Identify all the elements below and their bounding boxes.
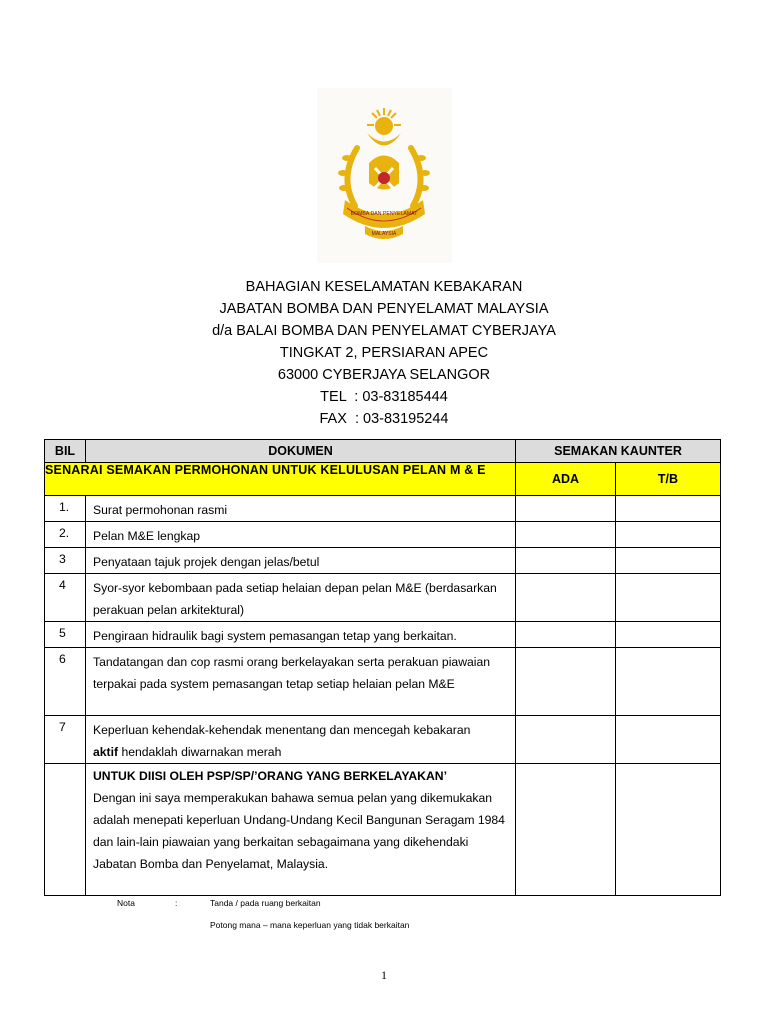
column-header-dokumen: DOKUMEN bbox=[86, 440, 516, 463]
header-line-postcode: 63000 CYBERJAYA SELANGOR bbox=[277, 367, 491, 383]
row-text: Syor-syor kebombaan pada setiap helaian depan pelan M&E (berdasarkan perakuan pelan arkitektural) bbox=[86, 574, 516, 622]
row-text-before: Keperluan kehendak-kehendak menentang dan mencegah kebakaran bbox=[93, 723, 471, 737]
table-row bbox=[45, 496, 721, 522]
checkbox-ada[interactable] bbox=[516, 622, 616, 648]
logo bbox=[317, 88, 452, 263]
checkbox-ada[interactable] bbox=[516, 548, 616, 574]
checkbox-ada[interactable] bbox=[516, 648, 616, 716]
checkbox-tb[interactable] bbox=[616, 548, 721, 574]
declaration-tb[interactable] bbox=[616, 764, 721, 896]
table-row bbox=[45, 648, 721, 716]
row-text: Penyataan tajuk projek dengan jelas/betul bbox=[86, 548, 516, 574]
header-line-tel: TEL : 03-83185444 bbox=[320, 389, 448, 405]
column-header-semakan: SEMAKAN KAUNTER bbox=[516, 440, 721, 463]
row-text: Pelan M&E lengkap bbox=[86, 522, 516, 548]
declaration-cell bbox=[86, 764, 516, 896]
table-row bbox=[45, 716, 721, 764]
table-row bbox=[45, 574, 721, 622]
column-header-tb: T/B bbox=[616, 463, 721, 496]
table-row bbox=[45, 548, 721, 574]
row-bil: 2. bbox=[45, 522, 86, 548]
nota-label: Nota bbox=[117, 898, 135, 908]
checkbox-ada[interactable] bbox=[516, 496, 616, 522]
row-bil: 1. bbox=[45, 496, 86, 522]
section-row bbox=[45, 463, 721, 496]
page-number: 1 bbox=[381, 968, 387, 982]
table-row bbox=[45, 522, 721, 548]
header-line-station: d/a BALAI BOMBA DAN PENYELAMAT CYBERJAYA bbox=[212, 323, 556, 339]
checkbox-tb[interactable] bbox=[616, 648, 721, 716]
checklist-table bbox=[44, 439, 721, 896]
column-header-ada: ADA bbox=[516, 463, 616, 496]
row-bil: 7 bbox=[45, 716, 86, 764]
checkbox-ada[interactable] bbox=[516, 716, 616, 764]
header-line-agency: JABATAN BOMBA DAN PENYELAMAT MALAYSIA bbox=[219, 301, 549, 317]
checkbox-tb[interactable] bbox=[616, 716, 721, 764]
column-header-bil: BIL bbox=[45, 440, 86, 463]
header-line-fax: FAX : 03-83195244 bbox=[319, 411, 449, 427]
row-text-after: hendaklah diwarnakan merah bbox=[118, 745, 282, 759]
sun-icon bbox=[367, 108, 401, 135]
logo-banner-top: BOMBA DAN PENYELAMAT bbox=[350, 211, 418, 217]
table-row bbox=[45, 622, 721, 648]
row-bil: 3 bbox=[45, 548, 86, 574]
declaration-bil bbox=[45, 764, 86, 896]
section-title: SENARAI SEMAKAN PERMOHONAN UNTUK KELULUSAN PELAN M & E bbox=[45, 463, 516, 496]
nota-line-1: Tanda / pada ruang berkaitan bbox=[210, 898, 321, 908]
nota-colon: : bbox=[175, 898, 178, 908]
checkbox-ada[interactable] bbox=[516, 574, 616, 622]
declaration-title: UNTUK DIISI OLEH PSP/SP/’ORANG YANG BERKELAYAKAN’ bbox=[93, 769, 447, 783]
checkbox-tb[interactable] bbox=[616, 574, 721, 622]
row-text-bold: aktif bbox=[93, 745, 119, 759]
checkbox-tb[interactable] bbox=[616, 522, 721, 548]
checkbox-tb[interactable] bbox=[616, 496, 721, 522]
row-bil: 4 bbox=[45, 574, 86, 622]
checkbox-tb[interactable] bbox=[616, 622, 721, 648]
row-text: Surat permohonan rasmi bbox=[86, 496, 516, 522]
logo-banner-bottom: MALAYSIA bbox=[371, 231, 397, 237]
nota-line-2: Potong mana – mana keperluan yang tidak berkaitan bbox=[210, 920, 410, 930]
row-text: Tandatangan dan cop rasmi orang berkelayakan serta perakuan piawaian terpakai pada system pemasangan tetap setiap helaian pelan M&E bbox=[86, 648, 516, 716]
row-text bbox=[86, 716, 516, 764]
row-text: Pengiraan hidraulik bagi system pemasangan tetap yang berkaitan. bbox=[86, 622, 516, 648]
row-bil: 6 bbox=[45, 648, 86, 716]
checkbox-ada[interactable] bbox=[516, 522, 616, 548]
bomba-crest-icon bbox=[317, 88, 452, 263]
letterhead bbox=[0, 276, 768, 430]
declaration-body: Dengan ini saya memperakukan bahawa semua pelan yang dikemukakan adalah menepati keperluan Undang-Undang Kecil Bangunan Seragam 1984 dan lain-lain piawaian yang berkaitan sebagaimana yang dikehendaki Jabatan Bomba dan Penyelamat, Malaysia. bbox=[93, 791, 505, 871]
declaration-row bbox=[45, 764, 721, 896]
header-line-department: BAHAGIAN KESELAMATAN KEBAKARAN bbox=[245, 279, 523, 295]
header-line-floor: TINGKAT 2, PERSIARAN APEC bbox=[279, 345, 489, 361]
row-bil: 5 bbox=[45, 622, 86, 648]
table-header-row bbox=[45, 440, 721, 463]
declaration-ada[interactable] bbox=[516, 764, 616, 896]
